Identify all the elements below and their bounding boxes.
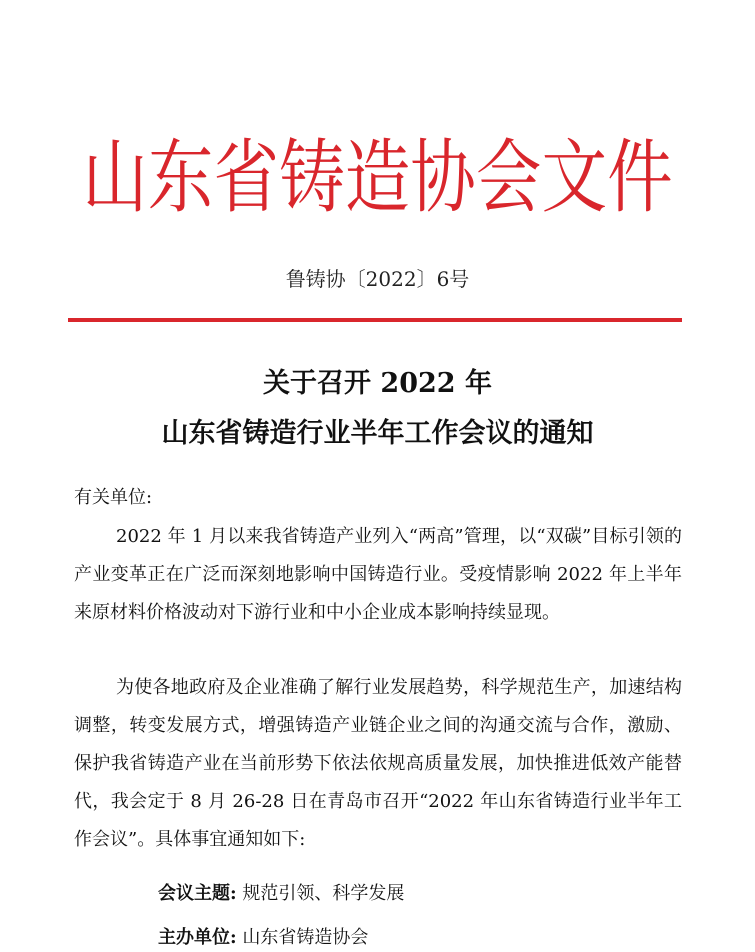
masthead-title: 山东省铸造协会文件 (82, 131, 673, 224)
paragraph-1: 2022 年 1 月以来我省铸造产业列入“两高”管理，以“双碳”目标引领的产业变革正在广泛而深刻地影响中国铸造行业。受疫情影响 2022 年上半年来原材料价格波动对下游行业和中小企业成本影响持续显现。 (74, 526, 682, 623)
item-organizer (158, 924, 368, 952)
item-label: 会议主题: (158, 883, 237, 904)
notice-title-line2: 山东省铸造行业半年工作会议的通知 (161, 418, 594, 449)
paragraph-2: 为使各地政府及企业准确了解行业发展趋势，科学规范生产，加速结构调整，转变发展方式，增强铸造产业链企业之间的沟通交流与合作，激励、保护我省铸造产业在当前形势下依法依规高质量发展，加快推进低效产能替代，我会定于 8 月 26-28 日在青岛市召开“2022 年山东省铸造行业半年工作会议”。具体事宜通知如下: (74, 677, 682, 850)
item-value: 山东省铸造协会 (242, 927, 369, 948)
notice-title-line1: 关于召开 2022 年 (263, 368, 492, 399)
item-label: 主办单位: (158, 927, 237, 948)
item-value: 规范引领、科学发展 (242, 883, 405, 904)
document-number: 鲁铸协〔2022〕6号 (285, 267, 470, 291)
salutation: 有关单位: (74, 487, 153, 508)
item-meeting-theme (158, 880, 404, 908)
red-divider (68, 318, 682, 322)
